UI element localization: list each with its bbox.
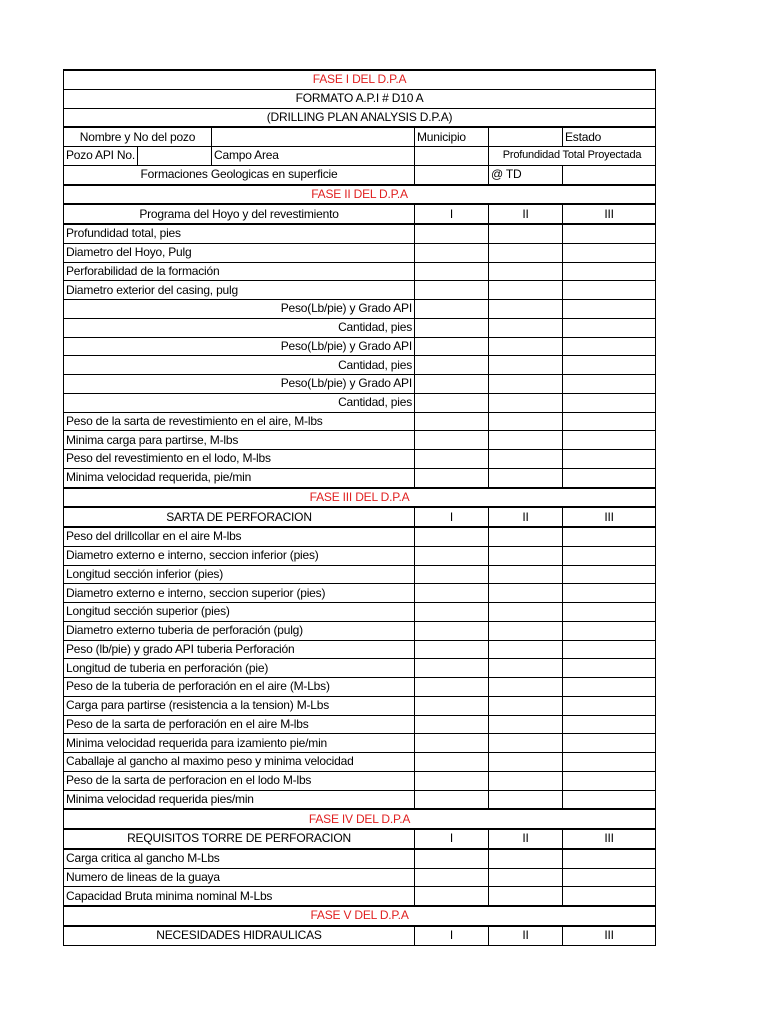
value-cell-ii[interactable]: [489, 734, 563, 753]
column-header-ii: II: [489, 829, 563, 849]
value-cell-ii[interactable]: [489, 678, 563, 697]
row-label: Longitud sección superior (pies): [64, 603, 415, 622]
row-label: Numero de lineas de la guaya: [64, 868, 415, 887]
value-cell-i[interactable]: [415, 565, 489, 584]
fase4-header: REQUISITOS TORRE DE PERFORACION: [64, 829, 415, 849]
form-row: [64, 715, 656, 734]
value-cell-iii[interactable]: [563, 565, 656, 584]
value-cell-iii[interactable]: [563, 790, 656, 809]
value-cell-ii[interactable]: [489, 393, 563, 412]
value-cell-ii[interactable]: [489, 849, 563, 868]
value-cell-ii[interactable]: [489, 318, 563, 337]
fase1-title: FASE I DEL D.P.A: [64, 70, 656, 89]
formaciones-field[interactable]: [415, 165, 489, 184]
fase3-rows: [64, 527, 656, 809]
value-cell-i[interactable]: [415, 868, 489, 887]
row-label: Profundidad total, pies: [64, 224, 415, 243]
row-label: Peso del revestimiento en el lodo, M-lbs: [64, 450, 415, 469]
row-label: Longitud sección inferior (pies): [64, 565, 415, 584]
fase3-title-row: [64, 488, 656, 508]
value-cell-iii[interactable]: [563, 696, 656, 715]
value-cell-iii[interactable]: [563, 431, 656, 450]
column-header-ii: II: [489, 204, 563, 224]
formaciones-label: Formaciones Geologicas en superficie: [64, 165, 415, 184]
fase4-header-row: [64, 829, 656, 849]
value-cell-iii[interactable]: [563, 771, 656, 790]
value-cell-ii[interactable]: [489, 412, 563, 431]
estado-label: Estado: [563, 127, 656, 146]
row-label: Carga critica al gancho M-Lbs: [64, 849, 415, 868]
value-cell-ii[interactable]: [489, 715, 563, 734]
value-cell-i[interactable]: [415, 468, 489, 487]
value-cell-iii[interactable]: [563, 224, 656, 243]
column-header-ii: II: [489, 926, 563, 945]
nombre-pozo-label: Nombre y No del pozo: [64, 127, 212, 146]
fase2-title-row: [64, 185, 656, 205]
value-cell-i[interactable]: [415, 224, 489, 243]
form-row: [64, 678, 656, 697]
value-cell-iii[interactable]: [563, 546, 656, 565]
value-cell-i[interactable]: [415, 262, 489, 281]
api-form-sheet: [63, 69, 655, 946]
value-cell-i[interactable]: [415, 640, 489, 659]
value-cell-ii[interactable]: [489, 243, 563, 262]
form-row: [64, 790, 656, 809]
value-cell-i[interactable]: [415, 678, 489, 697]
column-header-i: I: [415, 829, 489, 849]
nombre-pozo-field[interactable]: [212, 127, 415, 146]
value-cell-iii[interactable]: [563, 356, 656, 375]
value-cell-i[interactable]: [415, 281, 489, 300]
form-row: [64, 621, 656, 640]
form-row: [64, 584, 656, 603]
row-label: Peso(Lb/pie) y Grado API: [64, 337, 415, 356]
value-cell-ii[interactable]: [489, 450, 563, 469]
form-row: [64, 468, 656, 487]
value-cell-iii[interactable]: [563, 753, 656, 772]
fase4-rows: [64, 849, 656, 906]
form-row: [64, 868, 656, 887]
form-row: [64, 318, 656, 337]
value-cell-ii[interactable]: [489, 790, 563, 809]
value-cell-iii[interactable]: [563, 375, 656, 394]
value-cell-ii[interactable]: [489, 375, 563, 394]
form-row: [64, 300, 656, 319]
row-label: Peso de la sarta de revestimiento en el aire, M-lbs: [64, 412, 415, 431]
form-row: [64, 281, 656, 300]
row-label: Peso de la tuberia de perforación en el aire (M-Lbs): [64, 678, 415, 697]
value-cell-ii[interactable]: [489, 281, 563, 300]
formaciones-row: [64, 165, 656, 184]
value-cell-i[interactable]: [415, 849, 489, 868]
subtitle-row: [64, 108, 656, 127]
value-cell-i[interactable]: [415, 603, 489, 622]
row-label: Minima velocidad requerida, pie/min: [64, 468, 415, 487]
form-row: [64, 771, 656, 790]
form-row: [64, 527, 656, 546]
fase1-title-row: [64, 70, 656, 89]
value-cell-ii[interactable]: [489, 356, 563, 375]
value-cell-ii[interactable]: [489, 431, 563, 450]
value-cell-ii[interactable]: [489, 468, 563, 487]
form-row: [64, 412, 656, 431]
value-cell-i[interactable]: [415, 715, 489, 734]
column-header-i: I: [415, 926, 489, 945]
row-label: Diametro externo tuberia de perforación (pulg): [64, 621, 415, 640]
fase2-rows: [64, 224, 656, 488]
row-label: Caballaje al gancho al maximo peso y minima velocidad: [64, 753, 415, 772]
value-cell-iii[interactable]: [563, 678, 656, 697]
row-label: Carga para partirse (resistencia a la tension) M-Lbs: [64, 696, 415, 715]
value-cell-iii[interactable]: [563, 621, 656, 640]
pozo-api-row: [64, 147, 656, 166]
value-cell-iii[interactable]: [563, 281, 656, 300]
value-cell-ii[interactable]: [489, 224, 563, 243]
value-cell-i[interactable]: [415, 450, 489, 469]
form-row: [64, 659, 656, 678]
profundidad-proyectada-label: Profundidad Total Proyectada: [489, 147, 656, 166]
fase5-title: FASE V DEL D.P.A: [64, 906, 656, 926]
column-header-iii: III: [563, 829, 656, 849]
value-cell-i[interactable]: [415, 696, 489, 715]
value-cell-iii[interactable]: [563, 715, 656, 734]
value-cell-i[interactable]: [415, 887, 489, 906]
fase3-header-row: [64, 507, 656, 527]
format-title: FORMATO A.P.I # D10 A: [64, 89, 656, 108]
row-label: Longitud de tuberia en perforación (pie): [64, 659, 415, 678]
row-label: Diametro externo e interno, seccion inferior (pies): [64, 546, 415, 565]
form-row: [64, 734, 656, 753]
form-row: [64, 696, 656, 715]
value-cell-i[interactable]: [415, 771, 489, 790]
form-row: [64, 262, 656, 281]
form-row: [64, 640, 656, 659]
format-row: [64, 89, 656, 108]
value-cell-iii[interactable]: [563, 868, 656, 887]
form-row: [64, 393, 656, 412]
municipio-label: Municipio: [415, 127, 489, 146]
value-cell-ii[interactable]: [489, 771, 563, 790]
row-label: Diametro del Hoyo, Pulg: [64, 243, 415, 262]
td-label: @ TD: [489, 165, 563, 184]
form-row: [64, 887, 656, 906]
column-header-ii: II: [489, 507, 563, 527]
format-subtitle: (DRILLING PLAN ANALYSIS D.P.A): [64, 108, 656, 127]
value-cell-iii[interactable]: [563, 734, 656, 753]
value-cell-ii[interactable]: [489, 262, 563, 281]
dpa-form-table: [63, 69, 656, 946]
form-row: [64, 243, 656, 262]
column-header-iii: III: [563, 926, 656, 945]
value-cell-i[interactable]: [415, 356, 489, 375]
value-cell-iii[interactable]: [563, 659, 656, 678]
form-row: [64, 375, 656, 394]
pozo-api-field[interactable]: [138, 147, 212, 166]
column-header-i: I: [415, 507, 489, 527]
value-cell-ii[interactable]: [489, 584, 563, 603]
fase2-header: Programa del Hoyo y del revestimiento: [64, 204, 415, 224]
row-label: Perforabilidad de la formación: [64, 262, 415, 281]
value-cell-i[interactable]: [415, 527, 489, 546]
td-field[interactable]: [563, 165, 656, 184]
fase5-title-row: [64, 906, 656, 926]
value-cell-ii[interactable]: [489, 696, 563, 715]
value-cell-iii[interactable]: [563, 337, 656, 356]
value-cell-i[interactable]: [415, 337, 489, 356]
value-cell-ii[interactable]: [489, 621, 563, 640]
form-row: [64, 450, 656, 469]
fase2-header-row: [64, 204, 656, 224]
value-cell-i[interactable]: [415, 734, 489, 753]
value-cell-ii[interactable]: [489, 887, 563, 906]
row-label: Diametro exterior del casing, pulg: [64, 281, 415, 300]
column-header-iii: III: [563, 204, 656, 224]
pozo-api-label: Pozo API No.: [64, 147, 138, 166]
value-cell-i[interactable]: [415, 300, 489, 319]
value-cell-iii[interactable]: [563, 262, 656, 281]
value-cell-i[interactable]: [415, 412, 489, 431]
value-cell-i[interactable]: [415, 659, 489, 678]
value-cell-i[interactable]: [415, 393, 489, 412]
value-cell-ii[interactable]: [489, 640, 563, 659]
value-cell-i[interactable]: [415, 318, 489, 337]
value-cell-iii[interactable]: [563, 603, 656, 622]
row-label: Cantidad, pies: [64, 393, 415, 412]
row-label: Peso de la sarta de perforación en el aire M-lbs: [64, 715, 415, 734]
value-cell-ii[interactable]: [489, 300, 563, 319]
form-row: [64, 224, 656, 243]
value-cell-i[interactable]: [415, 584, 489, 603]
row-label: Peso (lb/pie) y grado API tuberia Perforación: [64, 640, 415, 659]
value-cell-i[interactable]: [415, 753, 489, 772]
form-row: [64, 337, 656, 356]
form-row: [64, 753, 656, 772]
fase4-title: FASE IV DEL D.P.A: [64, 809, 656, 829]
form-row: [64, 546, 656, 565]
row-label: Capacidad Bruta minima nominal M-Lbs: [64, 887, 415, 906]
value-cell-ii[interactable]: [489, 753, 563, 772]
value-cell-iii[interactable]: [563, 887, 656, 906]
row-label: Peso(Lb/pie) y Grado API: [64, 300, 415, 319]
row-label: Cantidad, pies: [64, 356, 415, 375]
row-label: Peso del drillcollar en el aire M-lbs: [64, 527, 415, 546]
row-label: Peso(Lb/pie) y Grado API: [64, 375, 415, 394]
value-cell-i[interactable]: [415, 621, 489, 640]
value-cell-iii[interactable]: [563, 412, 656, 431]
campo-area-field[interactable]: [415, 147, 489, 166]
campo-area-label: Campo Area: [212, 147, 415, 166]
value-cell-iii[interactable]: [563, 300, 656, 319]
fase5-header: NECESIDADES HIDRAULICAS: [64, 926, 415, 945]
municipio-field[interactable]: [489, 127, 563, 146]
column-header-iii: III: [563, 507, 656, 527]
form-row: [64, 431, 656, 450]
value-cell-i[interactable]: [415, 431, 489, 450]
value-cell-iii[interactable]: [563, 527, 656, 546]
column-header-i: I: [415, 204, 489, 224]
value-cell-ii[interactable]: [489, 546, 563, 565]
value-cell-i[interactable]: [415, 375, 489, 394]
row-label: Cantidad, pies: [64, 318, 415, 337]
value-cell-iii[interactable]: [563, 243, 656, 262]
value-cell-iii[interactable]: [563, 640, 656, 659]
form-row: [64, 356, 656, 375]
form-row: [64, 849, 656, 868]
value-cell-ii[interactable]: [489, 565, 563, 584]
row-label: Minima carga para partirse, M-lbs: [64, 431, 415, 450]
fase3-header: SARTA DE PERFORACION: [64, 507, 415, 527]
value-cell-ii[interactable]: [489, 659, 563, 678]
value-cell-i[interactable]: [415, 243, 489, 262]
row-label: Minima velocidad requerida pies/min: [64, 790, 415, 809]
fase3-title: FASE III DEL D.P.A: [64, 488, 656, 508]
row-label: Diametro externo e interno, seccion superior (pies): [64, 584, 415, 603]
form-row: [64, 603, 656, 622]
fase5-header-row: [64, 926, 656, 945]
row-label: Minima velocidad requerida para izamiento pie/min: [64, 734, 415, 753]
nombre-row: [64, 127, 656, 146]
value-cell-ii[interactable]: [489, 603, 563, 622]
fase2-title: FASE II DEL D.P.A: [64, 185, 656, 205]
value-cell-iii[interactable]: [563, 584, 656, 603]
value-cell-iii[interactable]: [563, 849, 656, 868]
value-cell-i[interactable]: [415, 546, 489, 565]
form-row: [64, 565, 656, 584]
value-cell-iii[interactable]: [563, 468, 656, 487]
value-cell-iii[interactable]: [563, 393, 656, 412]
value-cell-iii[interactable]: [563, 318, 656, 337]
value-cell-iii[interactable]: [563, 450, 656, 469]
value-cell-ii[interactable]: [489, 868, 563, 887]
value-cell-ii[interactable]: [489, 527, 563, 546]
value-cell-i[interactable]: [415, 790, 489, 809]
value-cell-ii[interactable]: [489, 337, 563, 356]
row-label: Peso de la sarta de perforacion en el lodo M-lbs: [64, 771, 415, 790]
fase4-title-row: [64, 809, 656, 829]
